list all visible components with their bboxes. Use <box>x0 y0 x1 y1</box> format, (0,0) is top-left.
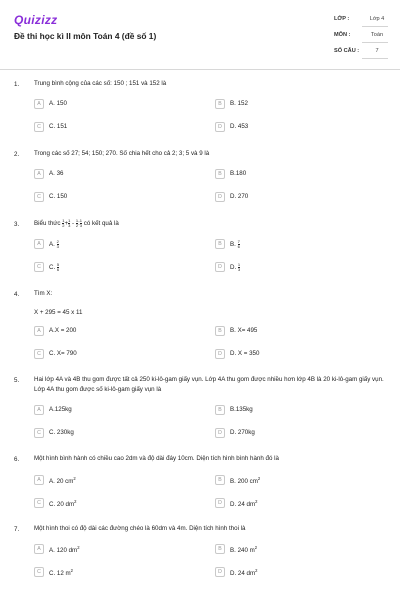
expression-prefix: Biểu thức <box>34 220 61 228</box>
option-letter-box: B <box>215 544 225 554</box>
fraction: $\frac{7}{6}$ <box>237 239 240 249</box>
option-letter-box: D <box>215 349 225 359</box>
subject-underline <box>362 42 388 43</box>
option-letter-box: B <box>215 475 225 485</box>
question-number: 2. <box>14 151 20 158</box>
option-letter-box: D <box>215 192 225 202</box>
option-text: A. 150 <box>49 100 67 107</box>
option-text: A. 20 $cm^2$ <box>49 476 76 486</box>
question-text: Hai lớp 4A và 4B thu gom được tất cả 250 ki-lô-gam giấy vụn. Lớp 4A thu gom được nhiều hơn lớp 4B là 20 ki-lô-gam giấy vụn. Lớp 4A thu gom được số ki-lô-gam giấy vụn là <box>34 376 384 393</box>
question-number: 5. <box>14 377 20 384</box>
option-letter-box: C <box>34 498 44 508</box>
class-underline <box>362 26 388 27</box>
option-text: D. 24 $dm^2$ <box>230 499 258 509</box>
fraction: $\frac{1}{3}$ <box>237 262 241 272</box>
option-letter-box: A <box>34 475 44 485</box>
option-text: B. 152 <box>230 100 248 107</box>
fraction: $\frac{1}{2}$ <box>62 218 65 228</box>
option-text: A. $\frac{2}{3}$ <box>49 239 59 249</box>
option-letter-box: C <box>34 122 44 132</box>
option-text: C. 151 <box>49 123 68 130</box>
option-text: D. 453 <box>230 123 249 130</box>
option-letter-box: B <box>215 99 225 109</box>
option-text: A. 120 $dm^2$ <box>49 545 80 555</box>
question-count-label: SỐ CÂU : <box>334 48 360 54</box>
option-letter-box: C <box>34 567 44 577</box>
option-text: A. 36 <box>49 170 64 177</box>
question-number: 6. <box>14 456 20 463</box>
question-number: 3. <box>14 221 20 228</box>
question-text: Trong các số 27; 54; 150; 270. Số chia hết cho cả 2; 3; 5 và 9 là <box>34 150 210 157</box>
worksheet-title: Đề thi học kì II môn Toán 4 (đề số 1) <box>14 31 157 41</box>
option-letter-box: C <box>34 192 44 202</box>
option-text: D. 270kg <box>230 429 255 436</box>
option-letter-box: A <box>34 544 44 554</box>
question-text: Một hình bình hành có chiều cao 2dm và độ dài đáy 10cm. Diện tích hình bình hành đó là <box>34 455 279 462</box>
option-text: C. 12 $m^2$ <box>49 568 74 578</box>
fraction: $\frac{5}{6}$ <box>56 262 60 272</box>
fraction: $\frac{1}{3}$ <box>79 218 83 228</box>
option-text: B. 200 $cm^2$ <box>230 476 261 486</box>
option-text: A.125kg <box>49 406 72 413</box>
option-letter-box: B <box>215 239 225 249</box>
subject-label: MÔN : <box>334 32 351 38</box>
option-text: B.180 <box>230 170 247 177</box>
option-letter-box: C <box>34 349 44 359</box>
option-text: A.X = 200 <box>49 327 77 334</box>
question-text: Biểu thức $\frac{1}{2}$ + $\frac{1}{3}$ - $\frac{1}{2}$ : $\frac{1}{3}$ có kết quả là <box>34 218 119 228</box>
option-letter-box: A <box>34 405 44 415</box>
subject-value: Toán <box>370 32 384 38</box>
option-letter-box: B <box>215 169 225 179</box>
question-text: Một hình thoi có độ dài các đường chéo là 60dm và 4m. Diện tích hình thoi là <box>34 525 246 532</box>
question-number: 1. <box>14 81 20 88</box>
header-divider <box>0 69 400 70</box>
option-text: D. $\frac{1}{3}$ <box>230 262 241 272</box>
option-text: C. X= 790 <box>49 350 77 357</box>
question-text: Trung bình cộng của các số: 150 ; 151 và 152 là <box>34 80 167 87</box>
option-text: D. X = 350 <box>230 350 260 357</box>
count-underline <box>362 58 388 59</box>
question-count-value: 7 <box>375 48 379 54</box>
class-label: LỚP : <box>334 16 350 22</box>
option-text: B. 240 $m^2$ <box>230 545 258 555</box>
option-letter-box: C <box>34 428 44 438</box>
option-text: D. 270 <box>230 193 249 200</box>
option-text: B.135kg <box>230 406 253 413</box>
option-letter-box: A <box>34 326 44 336</box>
option-text: B. X= 495 <box>230 327 258 334</box>
quizizz-logo: Quizizz <box>14 13 58 27</box>
option-text: C. 230kg <box>49 429 74 436</box>
option-text: C. $\frac{5}{6}$ <box>49 262 60 272</box>
option-letter-box: D <box>215 122 225 132</box>
option-letter-box: A <box>34 239 44 249</box>
option-letter-box: B <box>215 405 225 415</box>
question-number: 4. <box>14 291 20 298</box>
question-text: Tìm X: <box>34 290 53 297</box>
option-letter-box: D <box>215 428 225 438</box>
option-letter-box: D <box>215 567 225 577</box>
equation: X + 295 = 45 x 11 <box>34 309 83 316</box>
option-letter-box: A <box>34 169 44 179</box>
option-letter-box: D <box>215 498 225 508</box>
option-letter-box: C <box>34 262 44 272</box>
option-letter-box: B <box>215 326 225 336</box>
option-text: C. 20 $dm^2$ <box>49 499 77 509</box>
fraction: $\frac{2}{3}$ <box>56 239 59 249</box>
worksheet-header <box>0 0 400 64</box>
class-value: Lớp 4 <box>369 16 385 22</box>
fraction: $\frac{1}{3}$ <box>68 218 71 228</box>
option-text: B. $\frac{7}{6}$ <box>230 239 240 249</box>
expression-tail: có kết quả là <box>83 220 119 228</box>
option-text: D. 24 $dm^2$ <box>230 568 258 578</box>
question-number: 7. <box>14 526 20 533</box>
option-letter-box: D <box>215 262 225 272</box>
fraction: $\frac{1}{2}$ <box>75 218 79 228</box>
option-text: C. 150 <box>49 193 68 200</box>
option-letter-box: A <box>34 99 44 109</box>
